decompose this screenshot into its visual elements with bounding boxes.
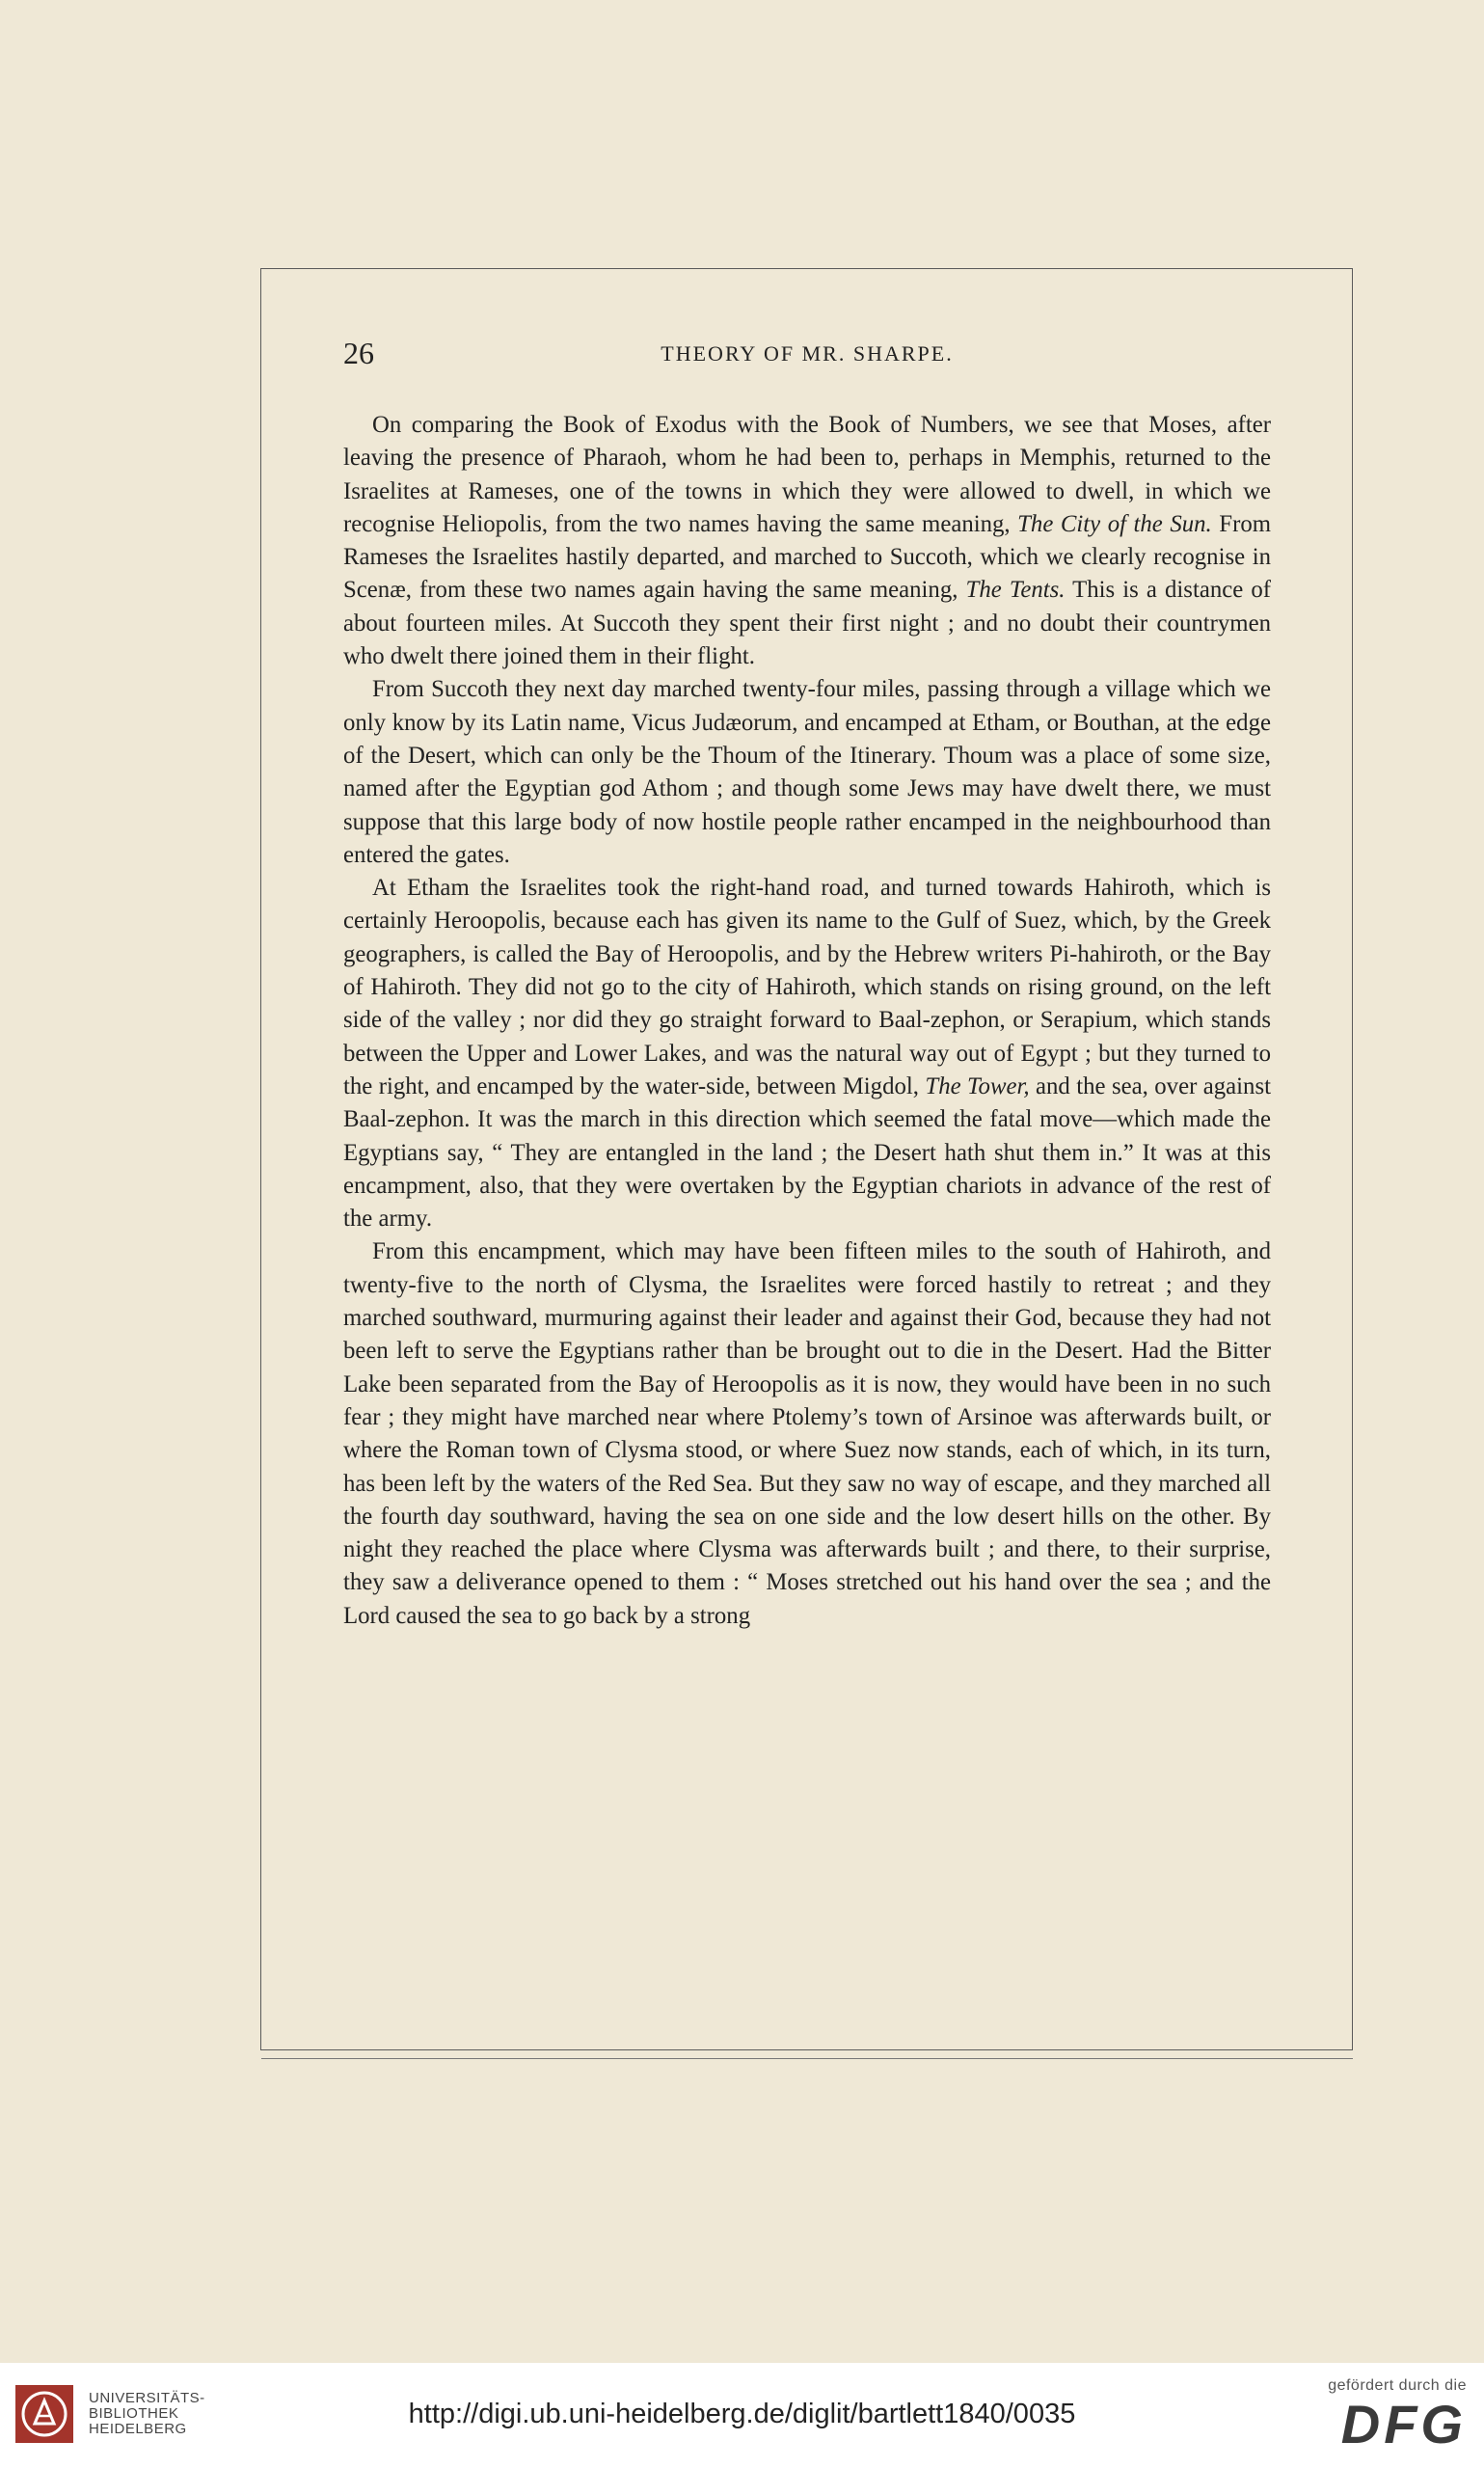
text-run: From Succoth they next day marched twenty-four miles, passing through a village which we only know by its Latin name, Vicus Judæorum, and encamped at Etham, or Bouthan, at the edge of the Desert, which can only be the Thoum of the Itinerary. Thoum was a place of some size, named after the Egyptian god Athom ; and though some Jews may have dwelt there, we must suppose that this large body of now hostile people rather encamped in the neighbourhood than entered the gates. [343, 676, 1271, 868]
paragraph [343, 673, 1271, 872]
paragraph [343, 1235, 1271, 1633]
text-run: At Etham the Israelites took the right-hand road, and turned towards Hahiroth, which is certainly Heroopolis, because each has given its name to the Gulf of Suez, which, by the Greek geographers, is called the Bay of Heroopolis, and by the Hebrew writers Pi-hahiroth, or the Bay of Hahiroth. They did not go to the city of Hahiroth, which stands on rising ground, on the left side of the valley ; nor did they go straight forward to Baal-zephon, or Serapium, which stands between the Upper and Lower Lakes, and was the natural way out of Egypt ; but they turned to the right, and encamped by the water-side, between Migdol, [343, 875, 1271, 1099]
italic-phrase: The City of the Sun. [1017, 510, 1212, 537]
italic-phrase: The Tents. [965, 577, 1066, 604]
sponsor-block [1328, 2377, 1467, 2454]
library-line: HEIDELBERG [89, 2421, 187, 2437]
running-header [343, 334, 1271, 380]
library-line: UNIVERSITÄTS- [89, 2390, 205, 2406]
running-title: THEORY OF MR. SHARPE. [661, 341, 954, 366]
text-run: On comparing the Book of Exodus with the Book of Numbers, we see that Moses, after leaving the presence of Pharaoh, whom he had been to, perhaps in Memphis, returned to the Israelites at Rameses, one of the towns in which they were allowed to dwell, in which we recognise Heliopolis, from the two names having the same meaning, [343, 412, 1271, 537]
source-url[interactable]: http://digi.ub.uni-heidelberg.de/diglit/bartlett1840/0035 [408, 2399, 1076, 2429]
text-run: and the sea, over against Baal-zephon. It was the march in this direction which seemed the fatal move—which made the Egyptians say, “ They are entangled in the land ; the Desert hath shut them in.” It was at this encampment, also, that they were overtaken by the Egyptian chariots in advance of the rest of the army. [343, 1072, 1271, 1233]
text-run: From Rameses the Israelites hastily departed, and marched to Succoth, which we clearly recognise in Scenæ, from these two names again having the same meaning, [343, 510, 1272, 604]
page-number: 26 [343, 336, 374, 370]
sponsor-caption: gefördert durch die [1328, 2377, 1467, 2394]
italic-phrase: The Tower, [925, 1072, 1030, 1099]
text-run: This is a distance of about fourteen miles. At Succoth they spent their first night ; and no doubt their countrymen who dwelt there joined them in their flight. [343, 577, 1272, 670]
paragraph [343, 409, 1271, 673]
library-line: BIBLIOTHEK [89, 2405, 179, 2422]
body-text [343, 409, 1271, 1633]
paragraph [343, 872, 1271, 1235]
text-run: From this encampment, which may have been fifteen miles to the south of Hahiroth, and twenty-five to the north of Clysma, the Israelites were forced hastily to retreat ; and they marched southward, murmuring against their leader and against their God, because they had not been left to serve the Egyptians rather than be brought out to die in the Desert. Had the Bitter Lake been separated from the Bay of Heroopolis as it is now, they would have been in no such fear ; they might have marched near where Ptolemy’s town of Arsinoe was afterwards built, or where the Roman town of Clysma stood, or where Suez now stands, each of which, in its turn, has been left by the waters of the Red Sea. But they saw no way of escape, and they marched all the fourth day southward, having the sea on one side and the low desert hills on the other. By night they reached the place where Clysma was afterwards built ; and there, to their surprise, they saw a deliverance opened to them : “ Moses stretched out his hand over the sea ; and the Lord caused the sea to go back by a strong [343, 1238, 1271, 1629]
dfg-logo: DFG [1340, 2394, 1467, 2454]
